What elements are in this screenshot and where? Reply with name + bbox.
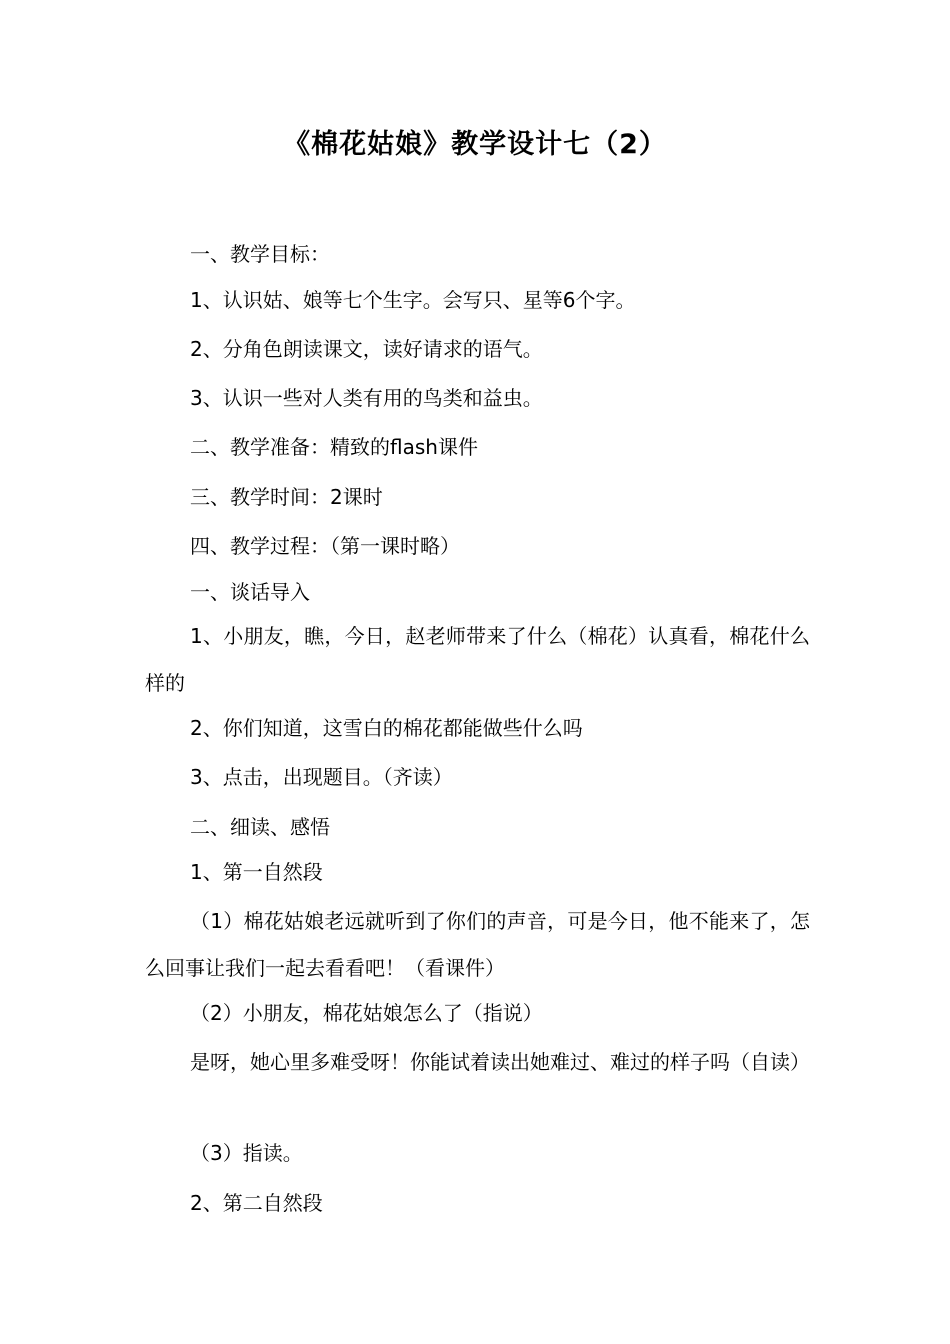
- paragraph-intro-1: 1、小朋友，瞧，今日，赵老师带来了什么（棉花）认真看，棉花什么样的: [145, 624, 810, 695]
- paragraph-goal-3: 3、认识一些对人类有用的鸟类和益虫。: [190, 386, 543, 410]
- paragraph-goal-1: 1、认识姑、娘等七个生字。会写只、星等6个字。: [190, 288, 636, 312]
- paragraph-feeling: 是呀，她心里多难受呀！你能试着读出她难过、难过的样子吗（自读）: [190, 1050, 810, 1074]
- paragraph-step-3: （3）指读。: [190, 1141, 303, 1165]
- paragraph-intro-3: 3、点击，出现题目。（齐读）: [190, 765, 453, 789]
- paragraph-step-1: （1）棉花姑娘老远就听到了你们的声音，可是今日，他不能来了，怎么回事让我们一起去看看吧！（看课件）: [145, 909, 810, 980]
- paragraph-preparation: 二、教学准备：精致的flash课件: [190, 435, 478, 459]
- paragraph-teaching-goals: 一、教学目标：: [190, 242, 330, 266]
- paragraph-reading-heading: 二、细读、感悟: [190, 815, 330, 839]
- paragraph-intro-heading: 一、谈话导入: [190, 580, 310, 604]
- paragraph-step-2: （2）小朋友，棉花姑娘怎么了（指说）: [190, 1001, 543, 1025]
- paragraph-process: 四、教学过程：（第一课时略）: [190, 534, 460, 558]
- paragraph-goal-2: 2、分角色朗读课文，读好请求的语气。: [190, 337, 543, 361]
- paragraph-intro-2: 2、你们知道，这雪白的棉花都能做些什么吗: [190, 716, 583, 740]
- document-title: 《棉花姑娘》教学设计七（2）: [283, 129, 667, 160]
- paragraph-time: 三、教学时间：2课时: [190, 485, 383, 509]
- paragraph-section-2: 2、第二自然段: [190, 1191, 323, 1215]
- paragraph-section-1: 1、第一自然段: [190, 860, 323, 884]
